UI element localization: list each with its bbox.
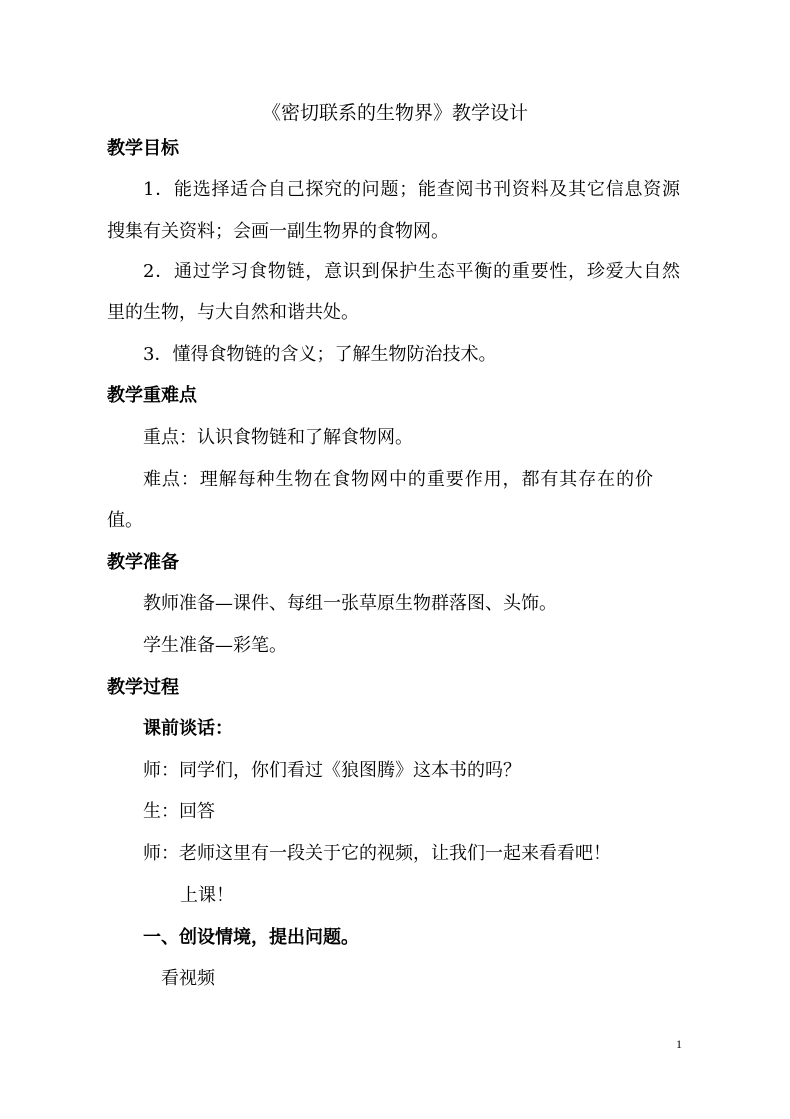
preparation-teacher: 教师准备—课件、每组一张草原生物群落图、头饰。 [143,593,557,614]
objective-3: 3．懂得食物链的含义；了解生物防治技术。 [143,344,497,365]
pre-class-heading: 课前谈话： [143,718,233,739]
step-1-watch-video: 看视频 [161,968,215,989]
objective-2-line-1: 2．通过学习食物链，意识到保护生态平衡的重要性，珍爱大自然 [143,261,680,282]
objective-1-line-1: 1．能选择适合自己探究的问题；能查阅书刊资料及其它信息资源 [143,179,680,200]
step-1-heading: 一、创设情境，提出问题。 [143,927,359,948]
class-start: 上课！ [180,885,234,906]
preparation-student: 学生准备—彩笔。 [143,635,287,656]
heading-objectives: 教学目标 [107,138,179,159]
document-title: 《密切联系的生物界》教学设计 [261,102,528,124]
dialogue-teacher-1: 师：同学们，你们看过《狼图腾》这本书的吗？ [143,760,521,781]
page-number: 1 [676,1037,682,1051]
objective-1-line-2: 搜集有关资料；会画一副生物界的食物网。 [107,221,449,242]
key-point-difficulty-line-1: 难点：理解每种生物在食物网中的重要作用，都有其存在的价 [143,469,653,490]
key-point-focus: 重点：认识食物链和了解食物网。 [143,427,413,448]
dialogue-teacher-2: 师：老师这里有一段关于它的视频，让我们一起来看看吧！ [143,843,611,864]
heading-preparation: 教学准备 [107,552,179,573]
heading-process: 教学过程 [107,677,179,698]
objective-2-line-2: 里的生物，与大自然和谐共处。 [107,302,359,323]
key-point-difficulty-line-2: 值。 [107,510,143,531]
dialogue-student-1: 生：回答 [143,801,215,822]
heading-key-points: 教学重难点 [107,385,197,406]
